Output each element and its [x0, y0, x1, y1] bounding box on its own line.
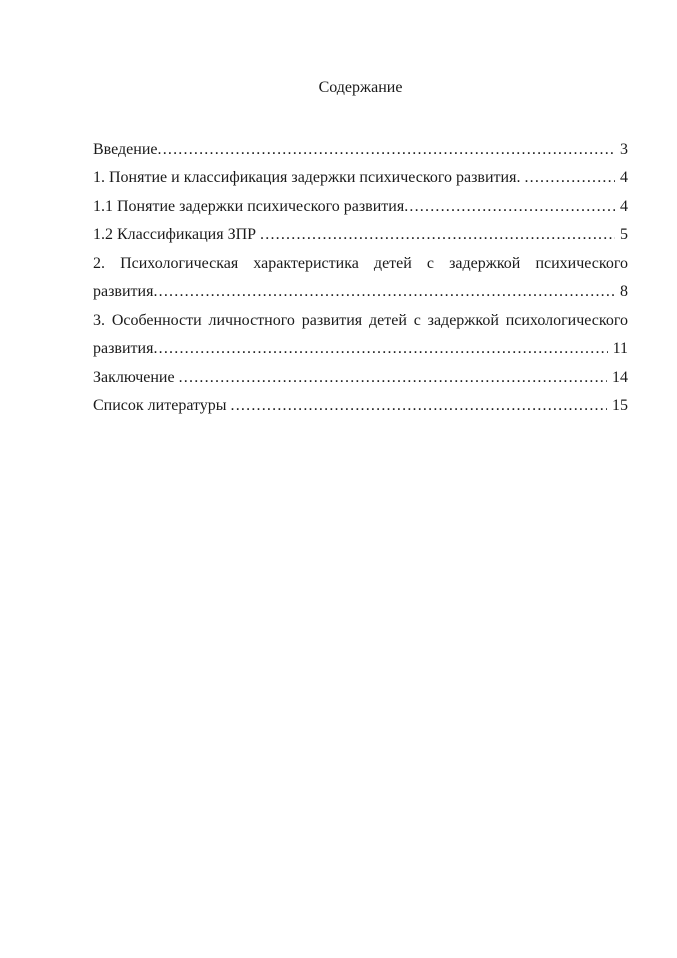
toc-entry-3-line2 — [93, 335, 628, 363]
toc-entry-1-1 — [93, 193, 628, 221]
toc-entry-text: Заключение — [93, 368, 179, 386]
toc-entry-introduction — [93, 136, 628, 164]
dot-leader — [231, 392, 607, 420]
toc-entry-text: развития — [93, 283, 154, 301]
toc-entry-1-2 — [93, 221, 628, 249]
dot-leader — [158, 136, 616, 164]
toc-page-number: 14 — [612, 368, 628, 386]
toc-entry-3-line1: 3. Особенности личностного развития детей с задержкой психологического — [93, 311, 628, 329]
dot-leader — [260, 221, 615, 249]
toc-page-number: 4 — [620, 169, 628, 187]
toc-entry-text: Список литературы — [93, 397, 231, 415]
table-of-contents — [93, 136, 628, 421]
toc-entry-text: 1.1 Понятие задержки психического развития — [93, 197, 405, 215]
dot-leader — [153, 335, 607, 363]
dot-leader — [524, 164, 615, 192]
toc-entry-text: развития — [93, 340, 154, 358]
toc-page-number: 8 — [620, 283, 628, 301]
toc-entry-conclusion — [93, 364, 628, 392]
toc-page-number: 15 — [612, 397, 628, 415]
toc-entry-1 — [93, 164, 628, 192]
toc-page-number: 3 — [620, 141, 628, 158]
toc-page-number: 4 — [620, 197, 628, 215]
toc-entry-2-line1: 2. Психологическая характеристика детей с задержкой психического — [93, 254, 628, 272]
toc-entry-bibliography — [93, 392, 628, 420]
dot-leader — [153, 278, 615, 306]
toc-page-number: 11 — [612, 340, 628, 358]
toc-entry-2-line2 — [93, 278, 628, 306]
toc-entry-text: 1. Понятие и классификация задержки психического развития. — [93, 169, 525, 187]
toc-entry-text: Введение — [93, 141, 158, 158]
dot-leader — [404, 193, 615, 221]
dot-leader — [179, 364, 607, 392]
toc-entry-text: 1.2 Классификация ЗПР — [93, 226, 261, 244]
page-title: Содержание — [318, 79, 403, 96]
toc-page-number: 5 — [620, 226, 628, 244]
